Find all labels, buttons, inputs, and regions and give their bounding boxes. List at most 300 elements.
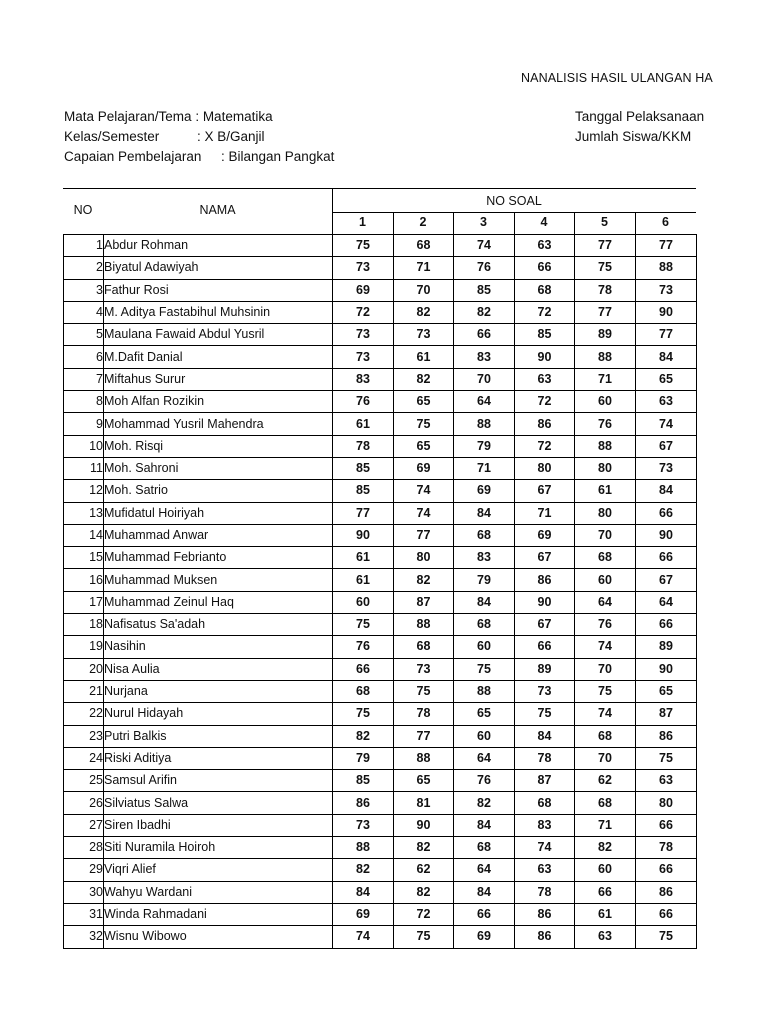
score-cell: 61 bbox=[394, 346, 454, 368]
score-cell: 68 bbox=[333, 680, 394, 702]
score-cell: 75 bbox=[333, 703, 394, 725]
score-cell: 75 bbox=[575, 257, 636, 279]
score-cell: 83 bbox=[454, 346, 515, 368]
student-name: Moh Alfan Rozikin bbox=[104, 391, 333, 413]
score-cell: 78 bbox=[515, 747, 575, 769]
score-cell: 86 bbox=[636, 881, 697, 903]
student-name: Putri Balkis bbox=[104, 725, 333, 747]
score-cell: 73 bbox=[394, 658, 454, 680]
table-row bbox=[64, 859, 697, 881]
score-cell: 66 bbox=[636, 614, 697, 636]
row-number: 7 bbox=[64, 368, 104, 390]
score-cell: 68 bbox=[454, 614, 515, 636]
student-name: Siti Nuramila Hoiroh bbox=[104, 837, 333, 859]
score-cell: 68 bbox=[575, 792, 636, 814]
page-title: NANALISIS HASIL ULANGAN HA bbox=[521, 71, 713, 85]
student-name: Winda Rahmadani bbox=[104, 903, 333, 925]
header-no: NO bbox=[73, 203, 93, 217]
question-number-4: 4 bbox=[540, 215, 548, 229]
score-cell: 84 bbox=[636, 346, 697, 368]
score-cell: 75 bbox=[394, 926, 454, 948]
table-row bbox=[64, 257, 697, 279]
score-cell: 89 bbox=[575, 324, 636, 346]
row-number: 14 bbox=[64, 524, 104, 546]
row-number: 27 bbox=[64, 814, 104, 836]
score-cell: 66 bbox=[454, 903, 515, 925]
score-cell: 73 bbox=[333, 346, 394, 368]
score-cell: 63 bbox=[575, 926, 636, 948]
student-name: Moh. Satrio bbox=[104, 480, 333, 502]
score-cell: 90 bbox=[515, 346, 575, 368]
student-name: Maulana Fawaid Abdul Yusril bbox=[104, 324, 333, 346]
score-cell: 75 bbox=[636, 747, 697, 769]
score-cell: 77 bbox=[575, 301, 636, 323]
table-row bbox=[64, 680, 697, 702]
score-cell: 65 bbox=[454, 703, 515, 725]
score-cell: 66 bbox=[636, 814, 697, 836]
score-cell: 68 bbox=[454, 837, 515, 859]
score-cell: 88 bbox=[454, 413, 515, 435]
row-number: 1 bbox=[64, 235, 104, 257]
table-row bbox=[64, 569, 697, 591]
score-cell: 73 bbox=[394, 324, 454, 346]
score-cell: 68 bbox=[515, 792, 575, 814]
score-cell: 61 bbox=[575, 903, 636, 925]
score-cell: 88 bbox=[454, 680, 515, 702]
student-name: M.Dafit Danial bbox=[104, 346, 333, 368]
student-name: Viqri Alief bbox=[104, 859, 333, 881]
score-cell: 84 bbox=[454, 814, 515, 836]
score-cell: 61 bbox=[575, 480, 636, 502]
score-cell: 66 bbox=[333, 658, 394, 680]
student-name: Wahyu Wardani bbox=[104, 881, 333, 903]
score-cell: 82 bbox=[333, 859, 394, 881]
class-value: : X B/Ganjil bbox=[197, 129, 265, 144]
score-cell: 88 bbox=[333, 837, 394, 859]
score-cell: 78 bbox=[515, 881, 575, 903]
score-table bbox=[63, 234, 697, 949]
score-cell: 79 bbox=[454, 435, 515, 457]
score-cell: 74 bbox=[575, 636, 636, 658]
score-cell: 75 bbox=[333, 614, 394, 636]
table-row bbox=[64, 747, 697, 769]
table-row bbox=[64, 658, 697, 680]
row-number: 9 bbox=[64, 413, 104, 435]
score-cell: 78 bbox=[575, 279, 636, 301]
score-cell: 68 bbox=[515, 279, 575, 301]
student-name: Nisa Aulia bbox=[104, 658, 333, 680]
score-cell: 74 bbox=[636, 413, 697, 435]
score-cell: 87 bbox=[515, 770, 575, 792]
question-number-5: 5 bbox=[601, 215, 608, 229]
score-cell: 64 bbox=[454, 859, 515, 881]
student-name: Siren Ibadhi bbox=[104, 814, 333, 836]
score-cell: 90 bbox=[394, 814, 454, 836]
score-cell: 75 bbox=[394, 680, 454, 702]
table-row bbox=[64, 881, 697, 903]
score-cell: 77 bbox=[636, 324, 697, 346]
score-cell: 74 bbox=[575, 703, 636, 725]
score-cell: 65 bbox=[636, 680, 697, 702]
student-name: Wisnu Wibowo bbox=[104, 926, 333, 948]
student-name: Muhammad Febrianto bbox=[104, 547, 333, 569]
score-cell: 69 bbox=[515, 524, 575, 546]
score-cell: 76 bbox=[575, 614, 636, 636]
table-row bbox=[64, 391, 697, 413]
score-cell: 63 bbox=[515, 368, 575, 390]
table-row bbox=[64, 903, 697, 925]
student-name: Samsul Arifin bbox=[104, 770, 333, 792]
table-row bbox=[64, 770, 697, 792]
score-cell: 60 bbox=[575, 569, 636, 591]
score-cell: 68 bbox=[575, 547, 636, 569]
score-cell: 73 bbox=[515, 680, 575, 702]
score-cell: 64 bbox=[454, 747, 515, 769]
score-cell: 60 bbox=[333, 591, 394, 613]
score-cell: 73 bbox=[636, 457, 697, 479]
score-cell: 84 bbox=[333, 881, 394, 903]
score-cell: 75 bbox=[394, 413, 454, 435]
student-name: Biyatul Adawiyah bbox=[104, 257, 333, 279]
score-cell: 86 bbox=[515, 569, 575, 591]
score-cell: 78 bbox=[636, 837, 697, 859]
score-cell: 65 bbox=[394, 770, 454, 792]
table-row bbox=[64, 792, 697, 814]
score-cell: 67 bbox=[636, 569, 697, 591]
score-cell: 73 bbox=[333, 324, 394, 346]
row-number: 3 bbox=[64, 279, 104, 301]
table-row bbox=[64, 324, 697, 346]
score-cell: 75 bbox=[454, 658, 515, 680]
score-cell: 88 bbox=[636, 257, 697, 279]
row-number: 10 bbox=[64, 435, 104, 457]
score-cell: 71 bbox=[454, 457, 515, 479]
score-cell: 69 bbox=[454, 926, 515, 948]
score-cell: 82 bbox=[394, 881, 454, 903]
score-cell: 66 bbox=[454, 324, 515, 346]
score-cell: 90 bbox=[636, 524, 697, 546]
score-cell: 82 bbox=[394, 569, 454, 591]
score-cell: 86 bbox=[333, 792, 394, 814]
score-cell: 65 bbox=[394, 391, 454, 413]
table-row bbox=[64, 279, 697, 301]
score-cell: 73 bbox=[333, 257, 394, 279]
table-row bbox=[64, 591, 697, 613]
score-cell: 69 bbox=[333, 903, 394, 925]
row-number: 12 bbox=[64, 480, 104, 502]
question-divider bbox=[635, 212, 636, 234]
row-number: 5 bbox=[64, 324, 104, 346]
table-row bbox=[64, 480, 697, 502]
score-cell: 77 bbox=[636, 235, 697, 257]
row-number: 26 bbox=[64, 792, 104, 814]
student-name: M. Aditya Fastabihul Muhsinin bbox=[104, 301, 333, 323]
score-cell: 70 bbox=[394, 279, 454, 301]
score-cell: 84 bbox=[454, 881, 515, 903]
score-cell: 79 bbox=[333, 747, 394, 769]
score-cell: 70 bbox=[575, 658, 636, 680]
student-name: Moh. Sahroni bbox=[104, 457, 333, 479]
score-cell: 82 bbox=[394, 837, 454, 859]
table-row bbox=[64, 457, 697, 479]
score-cell: 77 bbox=[394, 725, 454, 747]
student-name: Nasihin bbox=[104, 636, 333, 658]
score-cell: 74 bbox=[333, 926, 394, 948]
student-name: Nurjana bbox=[104, 680, 333, 702]
score-cell: 76 bbox=[454, 257, 515, 279]
score-cell: 87 bbox=[394, 591, 454, 613]
score-cell: 67 bbox=[636, 435, 697, 457]
table-row bbox=[64, 235, 697, 257]
row-number: 4 bbox=[64, 301, 104, 323]
class-label: Kelas/Semester bbox=[64, 129, 160, 144]
row-number: 22 bbox=[64, 703, 104, 725]
score-cell: 82 bbox=[333, 725, 394, 747]
score-cell: 80 bbox=[515, 457, 575, 479]
score-cell: 78 bbox=[333, 435, 394, 457]
score-cell: 90 bbox=[636, 658, 697, 680]
date-label: Tanggal Pelaksanaan bbox=[575, 109, 705, 124]
score-cell: 80 bbox=[575, 502, 636, 524]
table-row bbox=[64, 614, 697, 636]
question-number-3: 3 bbox=[480, 215, 487, 229]
score-cell: 71 bbox=[515, 502, 575, 524]
student-name: Fathur Rosi bbox=[104, 279, 333, 301]
table-row bbox=[64, 926, 697, 948]
score-cell: 71 bbox=[394, 257, 454, 279]
score-cell: 90 bbox=[515, 591, 575, 613]
score-cell: 74 bbox=[515, 837, 575, 859]
score-cell: 60 bbox=[454, 725, 515, 747]
student-name: Nafisatus Sa'adah bbox=[104, 614, 333, 636]
question-divider bbox=[514, 212, 515, 234]
score-cell: 65 bbox=[394, 435, 454, 457]
score-cell: 65 bbox=[636, 368, 697, 390]
score-cell: 69 bbox=[394, 457, 454, 479]
score-cell: 73 bbox=[636, 279, 697, 301]
score-cell: 70 bbox=[454, 368, 515, 390]
score-cell: 85 bbox=[333, 480, 394, 502]
students-label: Jumlah Siswa/KKM bbox=[575, 129, 692, 144]
score-cell: 75 bbox=[575, 680, 636, 702]
score-cell: 74 bbox=[394, 480, 454, 502]
score-cell: 81 bbox=[394, 792, 454, 814]
table-row bbox=[64, 837, 697, 859]
score-cell: 66 bbox=[636, 903, 697, 925]
table-row bbox=[64, 346, 697, 368]
score-cell: 66 bbox=[636, 547, 697, 569]
score-cell: 80 bbox=[394, 547, 454, 569]
score-cell: 78 bbox=[394, 703, 454, 725]
score-cell: 86 bbox=[515, 926, 575, 948]
table-row bbox=[64, 725, 697, 747]
student-name: Muhammad Zeinul Haq bbox=[104, 591, 333, 613]
score-cell: 62 bbox=[394, 859, 454, 881]
score-cell: 86 bbox=[515, 413, 575, 435]
score-cell: 61 bbox=[333, 413, 394, 435]
score-cell: 83 bbox=[333, 368, 394, 390]
row-number: 30 bbox=[64, 881, 104, 903]
score-cell: 77 bbox=[394, 524, 454, 546]
score-cell: 63 bbox=[515, 235, 575, 257]
row-number: 11 bbox=[64, 457, 104, 479]
score-cell: 72 bbox=[515, 301, 575, 323]
question-number-1: 1 bbox=[359, 215, 366, 229]
score-cell: 82 bbox=[575, 837, 636, 859]
student-name: Riski Aditiya bbox=[104, 747, 333, 769]
score-cell: 64 bbox=[636, 591, 697, 613]
question-divider bbox=[453, 212, 454, 234]
score-cell: 68 bbox=[394, 636, 454, 658]
subject-label: Mata Pelajaran/Tema : Matematika bbox=[64, 109, 273, 124]
row-number: 6 bbox=[64, 346, 104, 368]
score-cell: 66 bbox=[515, 636, 575, 658]
row-number: 20 bbox=[64, 658, 104, 680]
score-cell: 63 bbox=[636, 391, 697, 413]
score-cell: 79 bbox=[454, 569, 515, 591]
score-cell: 88 bbox=[394, 614, 454, 636]
score-cell: 77 bbox=[575, 235, 636, 257]
student-name: Nurul Hidayah bbox=[104, 703, 333, 725]
table-row bbox=[64, 435, 697, 457]
score-cell: 83 bbox=[515, 814, 575, 836]
row-number: 31 bbox=[64, 903, 104, 925]
row-number: 18 bbox=[64, 614, 104, 636]
score-cell: 64 bbox=[454, 391, 515, 413]
table-row bbox=[64, 814, 697, 836]
score-cell: 71 bbox=[575, 368, 636, 390]
score-cell: 63 bbox=[636, 770, 697, 792]
score-cell: 73 bbox=[333, 814, 394, 836]
score-cell: 89 bbox=[515, 658, 575, 680]
question-divider bbox=[393, 212, 394, 234]
score-cell: 63 bbox=[515, 859, 575, 881]
table-row bbox=[64, 547, 697, 569]
table-row bbox=[64, 368, 697, 390]
score-cell: 84 bbox=[636, 480, 697, 502]
achievement-value: : Bilangan Pangkat bbox=[221, 149, 335, 164]
score-cell: 88 bbox=[394, 747, 454, 769]
score-cell: 74 bbox=[454, 235, 515, 257]
score-cell: 70 bbox=[575, 747, 636, 769]
row-number: 15 bbox=[64, 547, 104, 569]
score-cell: 67 bbox=[515, 547, 575, 569]
score-cell: 84 bbox=[515, 725, 575, 747]
score-cell: 60 bbox=[575, 859, 636, 881]
table-row bbox=[64, 413, 697, 435]
header-no-soal: NO SOAL bbox=[486, 194, 542, 208]
student-name: Muhammad Muksen bbox=[104, 569, 333, 591]
score-cell: 85 bbox=[333, 457, 394, 479]
header-name: NAMA bbox=[199, 203, 236, 217]
score-cell: 66 bbox=[636, 859, 697, 881]
score-cell: 72 bbox=[515, 435, 575, 457]
question-number-6: 6 bbox=[662, 215, 669, 229]
student-name: Moh. Risqi bbox=[104, 435, 333, 457]
score-cell: 75 bbox=[333, 235, 394, 257]
score-cell: 61 bbox=[333, 547, 394, 569]
score-cell: 82 bbox=[454, 301, 515, 323]
student-name: Mufidatul Hoiriyah bbox=[104, 502, 333, 524]
score-cell: 69 bbox=[333, 279, 394, 301]
student-name: Mohammad Yusril Mahendra bbox=[104, 413, 333, 435]
score-cell: 84 bbox=[454, 502, 515, 524]
table-row bbox=[64, 524, 697, 546]
score-cell: 89 bbox=[636, 636, 697, 658]
score-cell: 75 bbox=[515, 703, 575, 725]
row-number: 29 bbox=[64, 859, 104, 881]
score-cell: 64 bbox=[575, 591, 636, 613]
score-cell: 85 bbox=[333, 770, 394, 792]
score-cell: 77 bbox=[333, 502, 394, 524]
score-cell: 76 bbox=[575, 413, 636, 435]
question-divider bbox=[574, 212, 575, 234]
score-cell: 90 bbox=[636, 301, 697, 323]
row-number: 25 bbox=[64, 770, 104, 792]
score-cell: 68 bbox=[394, 235, 454, 257]
score-cell: 87 bbox=[636, 703, 697, 725]
score-cell: 76 bbox=[454, 770, 515, 792]
score-cell: 72 bbox=[333, 301, 394, 323]
score-cell: 82 bbox=[454, 792, 515, 814]
score-cell: 66 bbox=[515, 257, 575, 279]
score-cell: 85 bbox=[454, 279, 515, 301]
score-cell: 62 bbox=[575, 770, 636, 792]
score-cell: 60 bbox=[454, 636, 515, 658]
score-cell: 82 bbox=[394, 368, 454, 390]
row-number: 8 bbox=[64, 391, 104, 413]
table-row bbox=[64, 636, 697, 658]
score-cell: 67 bbox=[515, 614, 575, 636]
row-number: 24 bbox=[64, 747, 104, 769]
student-name: Muhammad Anwar bbox=[104, 524, 333, 546]
score-cell: 75 bbox=[636, 926, 697, 948]
score-cell: 80 bbox=[636, 792, 697, 814]
score-cell: 61 bbox=[333, 569, 394, 591]
score-cell: 72 bbox=[515, 391, 575, 413]
score-cell: 74 bbox=[394, 502, 454, 524]
score-cell: 72 bbox=[394, 903, 454, 925]
score-cell: 88 bbox=[575, 435, 636, 457]
table-row bbox=[64, 301, 697, 323]
table-row bbox=[64, 502, 697, 524]
score-cell: 86 bbox=[515, 903, 575, 925]
score-cell: 85 bbox=[515, 324, 575, 346]
row-number: 2 bbox=[64, 257, 104, 279]
score-cell: 70 bbox=[575, 524, 636, 546]
score-cell: 86 bbox=[636, 725, 697, 747]
score-cell: 67 bbox=[515, 480, 575, 502]
score-cell: 66 bbox=[575, 881, 636, 903]
row-number: 13 bbox=[64, 502, 104, 524]
score-cell: 60 bbox=[575, 391, 636, 413]
student-name: Abdur Rohman bbox=[104, 235, 333, 257]
row-number: 23 bbox=[64, 725, 104, 747]
score-cell: 83 bbox=[454, 547, 515, 569]
score-cell: 68 bbox=[454, 524, 515, 546]
row-number: 32 bbox=[64, 926, 104, 948]
row-number: 17 bbox=[64, 591, 104, 613]
score-cell: 71 bbox=[575, 814, 636, 836]
score-cell: 68 bbox=[575, 725, 636, 747]
table-top-border bbox=[63, 188, 696, 189]
score-cell: 76 bbox=[333, 636, 394, 658]
table-row bbox=[64, 703, 697, 725]
achievement-label: Capaian Pembelajaran bbox=[64, 149, 202, 164]
row-number: 21 bbox=[64, 680, 104, 702]
score-cell: 82 bbox=[394, 301, 454, 323]
score-cell: 66 bbox=[636, 502, 697, 524]
